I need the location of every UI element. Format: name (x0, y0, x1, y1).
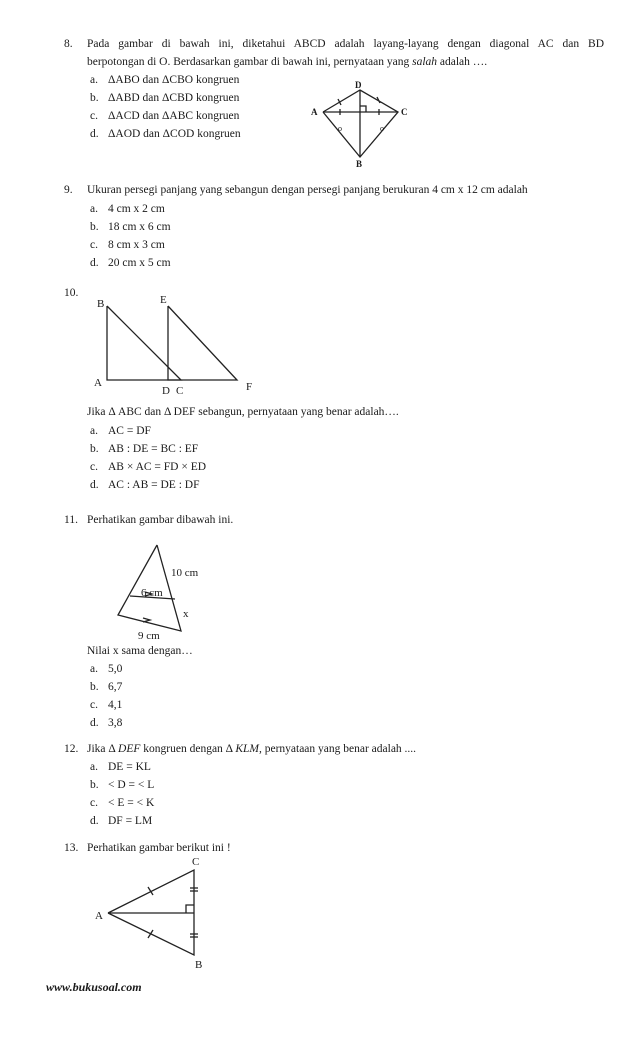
kite-label-d: D (355, 80, 362, 90)
option-a: a. DE = KL (90, 761, 151, 773)
option-a: a. 5,0 (90, 663, 123, 675)
option-d: d. 3,8 (90, 717, 123, 729)
option-d: d. DF = LM (90, 815, 153, 827)
option-c: c. AB × AC = FD × ED (90, 461, 207, 473)
kite-figure (0, 0, 638, 200)
question-number: 9. (64, 184, 73, 196)
label-f: F (246, 381, 253, 393)
label-a: A (94, 377, 102, 389)
question-number: 13. (64, 842, 79, 854)
kite-label-o-right: o (380, 124, 384, 133)
option-a: a. AC = DF (90, 425, 151, 437)
question-stem: Jika Δ DEF kongruen dengan Δ KLM, pernyataan yang benar adalah .... (87, 743, 417, 755)
label-x: x (183, 608, 189, 620)
isosceles-triangle-figure (0, 850, 638, 980)
option-c: c. ΔACD dan ΔABC kongruen (90, 110, 240, 122)
question-number: 12. (64, 743, 79, 755)
option-c: c. 4,1 (90, 699, 123, 711)
option-d: d. 20 cm x 5 cm (90, 257, 171, 269)
question-stem: Ukuran persegi panjang yang sebangun dengan persegi panjang berukuran 4 cm x 12 cm adalah (87, 184, 528, 196)
question-stem-2: Nilai x sama dengan… (87, 645, 193, 657)
footer-website: www.bukusoal.com (46, 980, 142, 994)
option-b: b. AB : DE = BC : EF (90, 443, 199, 455)
kite-label-a: A (311, 107, 318, 117)
label-10cm: 10 cm (171, 567, 199, 579)
question-number: 11. (64, 514, 78, 526)
label-c: C (192, 856, 200, 868)
question-stem: Pada gambar di bawah ini, diketahui ABCD adalah layang-layang dengan diagonal AC dan BD (87, 38, 604, 50)
option-a: a. 4 cm x 2 cm (90, 203, 165, 215)
option-b: b. ΔABD dan ΔCBD kongruen (90, 92, 240, 104)
kite-label-c: C (401, 107, 408, 117)
option-c: c. 8 cm x 3 cm (90, 239, 165, 251)
label-b: B (195, 959, 203, 971)
question-stem: Perhatikan gambar dibawah ini. (87, 514, 234, 526)
triangle-parallel-figure (0, 535, 638, 645)
label-e: E (160, 294, 167, 306)
option-b: b. < D = < L (90, 779, 155, 791)
similar-triangles-figure (0, 280, 638, 400)
kite-label-b: B (356, 159, 363, 169)
label-d: D (162, 385, 170, 397)
option-b: b. 18 cm x 6 cm (90, 221, 171, 233)
kite-label-o-left: o (338, 124, 342, 133)
label-b: B (97, 298, 105, 310)
question-stem: Perhatikan gambar berikut ini ! (87, 842, 231, 854)
label-6cm: 6 cm (141, 587, 163, 599)
label-9cm: 9 cm (138, 630, 160, 642)
option-a: a. ΔABO dan ΔCBO kongruen (90, 74, 240, 86)
option-d: d. AC : AB = DE : DF (90, 479, 200, 491)
label-c: C (176, 385, 184, 397)
label-a: A (95, 910, 103, 922)
option-c: c. < E = < K (90, 797, 155, 809)
question-number: 8. (64, 38, 73, 50)
question-stem-line2: berpotongan di O. Berdasarkan gambar di bawah ini, pernyataan yang salah adalah …. (87, 56, 488, 68)
option-b: b. 6,7 (90, 681, 123, 693)
question-number: 10. (64, 287, 79, 299)
question-stem: Jika Δ ABC dan Δ DEF sebangun, pernyataan yang benar adalah…. (87, 406, 399, 418)
option-d: d. ΔAOD dan ΔCOD kongruen (90, 128, 241, 140)
